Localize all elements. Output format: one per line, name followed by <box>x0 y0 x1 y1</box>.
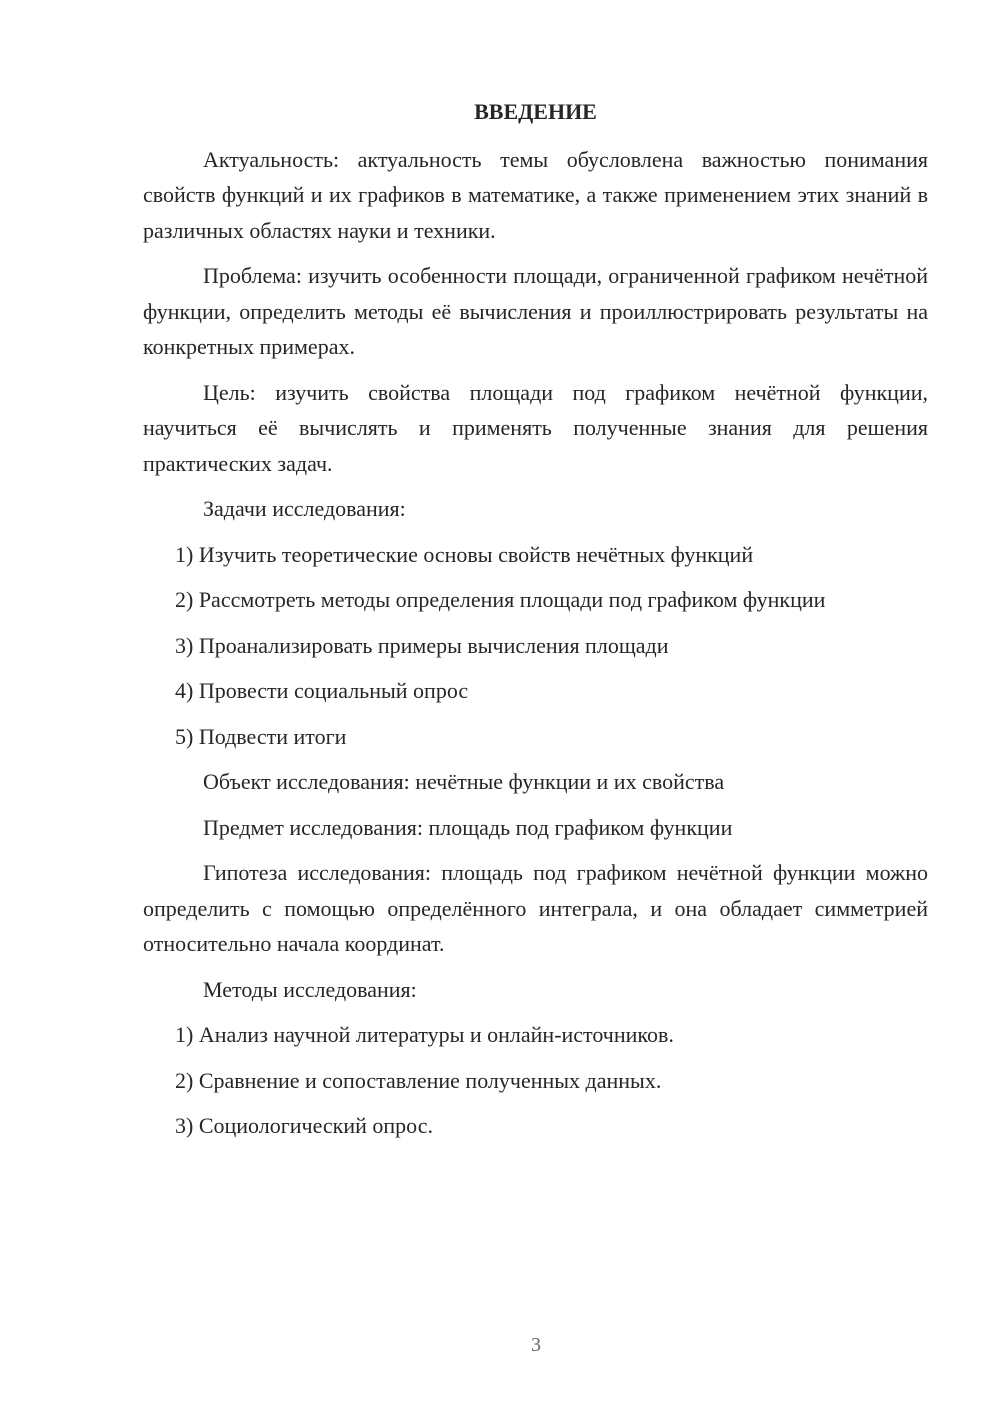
list-item: 2) Сравнение и сопоставление полученных данных. <box>175 1067 662 1093</box>
list-item: 3) Проанализировать примеры вычисления площади <box>175 632 669 658</box>
page-title: ВВЕДЕНИЕ <box>474 99 597 124</box>
problem-paragraph: Проблема: изучить особенности площади, ограниченной графиком нечётной функции, определить методы её вычисления и проиллюстрировать результаты на конкретных примерах. <box>143 263 928 359</box>
page-number: 3 <box>531 1334 541 1356</box>
list-item: 1) Анализ научной литературы и онлайн-источников. <box>175 1022 674 1047</box>
list-item: 3) Социологический опрос. <box>175 1113 433 1138</box>
goal-paragraph: Цель: изучить свойства площади под графиком нечётной функции, научиться её вычислять и применять полученные знания для решения практических задач. <box>143 379 928 476</box>
page-content <box>143 94 928 1154</box>
tasks-heading: Задачи исследования: <box>203 496 406 521</box>
methods-heading: Методы исследования: <box>203 976 417 1002</box>
subject-paragraph: Предмет исследования: площадь под графиком функции <box>203 814 733 840</box>
hypothesis-paragraph: Гипотеза исследования: площадь под графиком нечётной функции можно определить с помощью определённого интеграла, и она обладает симметрией относительно начала координат. <box>143 860 928 956</box>
object-paragraph: Объект исследования: нечётные функции и их свойства <box>203 769 725 794</box>
relevance-paragraph: Актуальность: актуальность темы обусловлена важностью понимания свойств функций и их графиков в математике, а также применением этих знаний в различных областях науки и техники. <box>143 146 928 243</box>
list-item: 5) Подвести итоги <box>175 723 347 749</box>
list-item: 2) Рассмотреть методы определения площади под графиком функции <box>175 587 826 612</box>
methods-list <box>143 1017 928 1144</box>
tasks-list <box>143 537 928 755</box>
list-item: 4) Провести социальный опрос <box>175 678 469 703</box>
list-item: 1) Изучить теоретические основы свойств нечётных функций <box>175 541 754 567</box>
